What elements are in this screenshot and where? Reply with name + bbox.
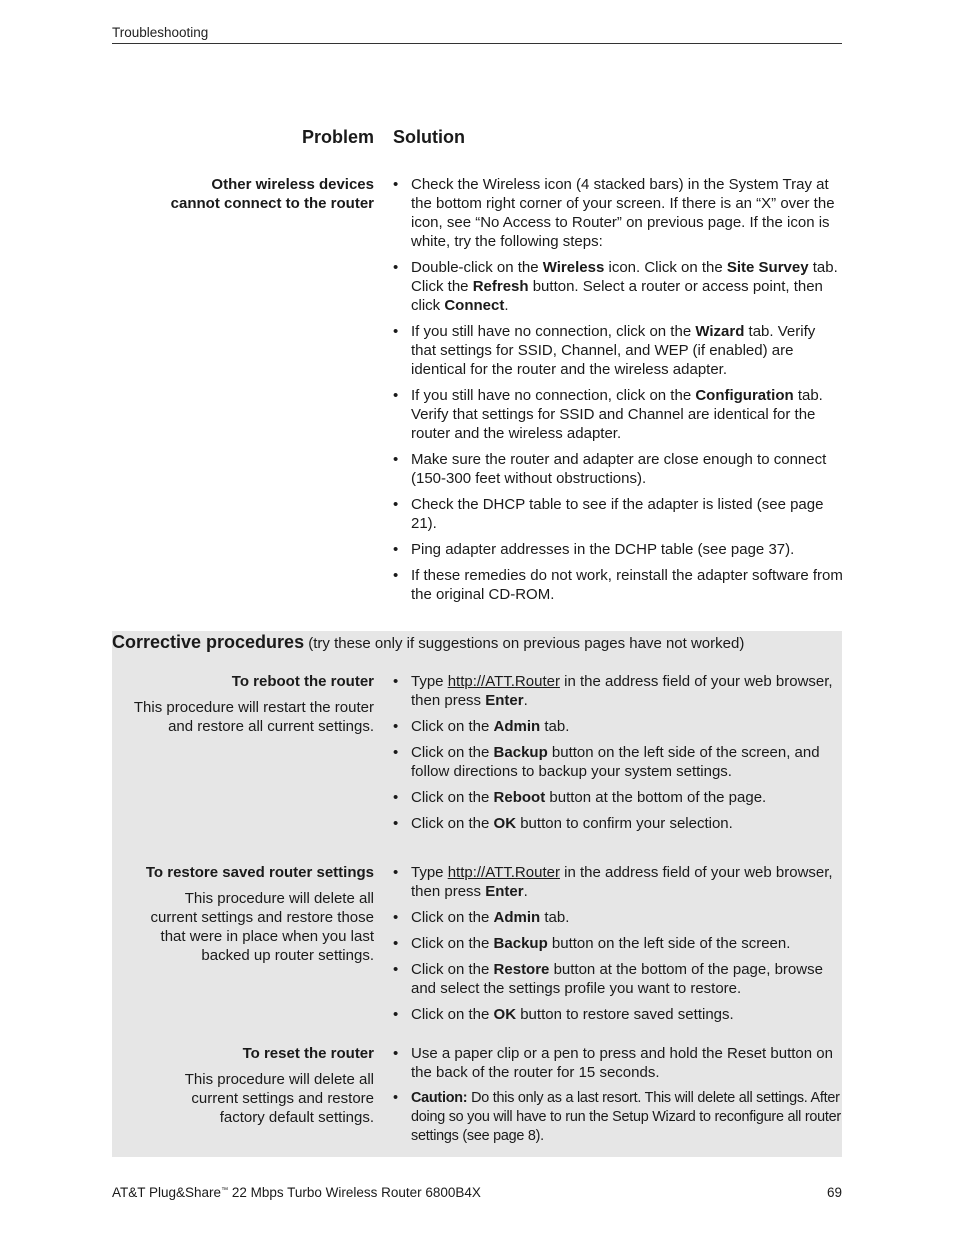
list-item-text: in the address field of your web browser, then press [411,864,833,900]
list-item [393,934,843,953]
restore-description-line: This procedure will delete all [184,890,374,907]
list-item [393,450,843,488]
list-item [393,672,843,710]
corrective-section-title [112,632,744,653]
bold-term: Backup [493,935,548,952]
list-item [393,908,843,927]
list-item-text: Click on the [411,815,494,832]
list-item-text: Click on the [411,744,494,761]
restore-title: To restore saved router settings [145,864,374,881]
problem-title [104,175,374,213]
list-item [393,960,843,998]
list-item-text: tab. Click the [411,259,838,295]
bold-term: Caution: [411,1090,468,1106]
reboot-description [104,698,374,736]
list-item-text: Use a paper clip or a pen to press and hold the Reset button on the back of the router for 15 seconds. [411,1045,833,1081]
header-rule [112,43,842,44]
reset-description-line: This procedure will delete all [184,1071,374,1088]
restore-description-line: current settings and restore those [150,909,374,926]
reboot-procedure-heading [104,672,374,736]
bold-term: Backup [493,744,548,761]
list-item-text: Type [411,673,448,690]
reboot-steps-list [393,672,843,840]
list-item-text: If you still have no connection, click on the [411,323,696,340]
bold-term: Configuration [695,387,794,404]
list-item [393,743,843,781]
problem-title-line: cannot connect to the router [170,195,374,212]
list-item-text: . [504,297,509,314]
url-text: http://ATT.Router [447,864,560,881]
url-text: http://ATT.Router [447,673,560,690]
restore-procedure-heading [104,863,374,965]
list-item [393,540,843,559]
bold-term: Enter [485,692,524,709]
reset-description-line: factory default settings. [219,1109,374,1126]
reset-steps-list [393,1044,843,1153]
list-item-text: tab. Verify that settings for SSID and Channel are identical for the router and the wireless adapter. [411,387,823,442]
reboot-description-line: This procedure will restart the router [133,699,374,716]
list-item-text: button. Select a router or access point, then click [411,278,823,314]
reset-description [104,1070,374,1127]
bold-term: Refresh [472,278,529,295]
list-item-text: button to restore saved settings. [516,1006,734,1023]
solution-column-heading: Solution [393,127,465,147]
bold-term: OK [493,815,517,832]
corrective-title: Corrective procedures [112,632,305,652]
list-item-text: Click on the [411,909,494,926]
bold-term: Site Survey [726,259,809,276]
list-item-text: tab. [540,909,570,926]
list-item-text: Check the Wireless icon (4 stacked bars) in the System Tray at the bottom right corner of your screen. If there is an “X” over the icon, see “No Access to Router” on previous page. If the icon is white, try the following steps: [411,176,835,250]
restore-steps-list [393,863,843,1031]
list-item-text: Click on the [411,1006,494,1023]
list-item-text: Make sure the router and adapter are close enough to connect (150-300 feet without obstructions). [411,451,827,487]
reset-description-line: current settings and restore [191,1090,374,1107]
list-item-text: Click on the [411,935,494,952]
list-item-text: button on the left side of the screen, and follow directions to backup your system settings. [411,744,820,780]
footer-product-name [112,1185,481,1200]
bold-term: Restore [493,961,550,978]
reset-title: To reset the router [242,1045,374,1062]
bold-term: Wireless [542,259,605,276]
list-item [393,788,843,807]
problem-solution-list [393,175,843,611]
list-item-text: button to confirm your selection. [516,815,733,832]
bold-term: Wizard [695,323,745,340]
list-item-text: tab. [540,718,570,735]
list-item-text: Check the DHCP table to see if the adapter is listed (see page 21). [411,496,824,532]
restore-description-line: backed up router settings. [201,947,374,964]
list-item-text: in the address field of your web browser, then press [411,673,833,709]
list-item [393,566,843,604]
list-item-text: Type [411,864,448,881]
list-item-text: button at the bottom of the page. [545,789,767,806]
list-item-text: Click on the [411,789,494,806]
reboot-title: To reboot the router [231,673,374,690]
trademark-symbol: ™ [221,1187,229,1194]
footer-product-prefix: AT&T Plug&Share [112,1185,222,1200]
bold-term: Admin [493,718,541,735]
bold-term: Admin [493,909,541,926]
corrective-note: (try these only if suggestions on previous pages have not worked) [308,635,745,652]
bold-term: OK [493,1006,517,1023]
list-item-text: Double-click on the [411,259,543,276]
list-item-text: button at the bottom of the page, browse and select the settings profile you want to restore. [411,961,823,997]
list-item-text: tab. Verify that settings for SSID, Channel, and WEP (if enabled) are identical for the router and the wireless adapter. [411,323,816,378]
list-item-text: icon. Click on the [604,259,727,276]
list-item-text: Ping adapter addresses in the DCHP table (see page 37). [411,541,795,558]
problem-column-heading: Problem [301,127,374,147]
list-item-text: Click on the [411,961,494,978]
reset-procedure-heading [104,1044,374,1127]
reboot-description-line: and restore all current settings. [168,718,374,735]
list-item-text: Do this only as a last resort. This will delete all settings. After doing so you will have to run the Setup Wizard to reconfigure all router settings (see page 8). [411,1090,841,1144]
list-item-text: . [523,692,528,709]
list-item [393,814,843,833]
problem-title-line: Other wireless devices [211,176,374,193]
list-item [393,322,843,379]
list-item-text: Click on the [411,718,494,735]
list-item-text: If these remedies do not work, reinstall the adapter software from the original CD-ROM. [411,567,843,603]
list-item [393,1044,843,1082]
footer-product-suffix: 22 Mbps Turbo Wireless Router 6800B4X [228,1185,481,1200]
list-item-text: If you still have no connection, click on the [411,387,696,404]
list-item [393,386,843,443]
page-header-label: Troubleshooting [112,25,209,40]
list-item [393,495,843,533]
bold-term: Reboot [493,789,546,806]
bold-term: Connect [444,297,505,314]
restore-description [104,889,374,965]
list-item-text: . [523,883,528,900]
list-item-text: button on the left side of the screen. [547,935,791,952]
list-item [393,175,843,251]
list-item [393,258,843,315]
restore-description-line: that were in place when you last [160,928,374,945]
list-item [393,863,843,901]
list-item [393,1005,843,1024]
footer-page-number: 69 [826,1185,842,1200]
list-item [393,1089,843,1146]
bold-term: Enter [485,883,524,900]
list-item [393,717,843,736]
